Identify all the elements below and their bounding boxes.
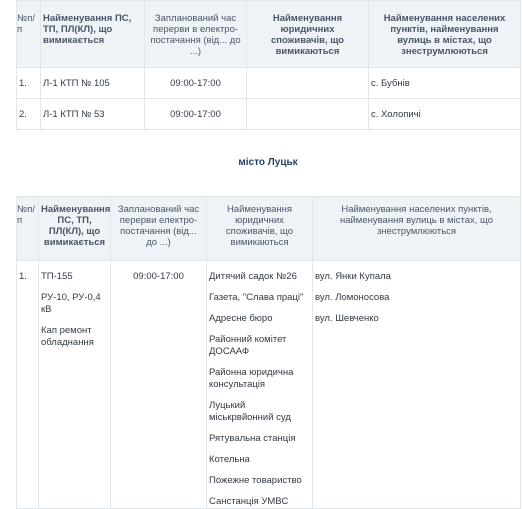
consumer-item: Котельна <box>209 454 250 465</box>
row-object: Л-1 КТП № 105 <box>41 68 145 99</box>
row-time: 09:00-17:00 <box>145 99 247 130</box>
row-consumers <box>247 99 369 130</box>
table-row <box>17 261 521 509</box>
section-title-text: місто Луцьк <box>238 157 298 168</box>
consumer-item: Санстанція УМВС <box>209 496 289 507</box>
section-title <box>16 130 520 196</box>
consumer-item: Адресне бюро <box>209 313 273 324</box>
row-places: с. Бубнів <box>369 68 521 99</box>
object-item: РУ-10, РУ-0,4 кВ <box>41 292 101 315</box>
consumer-item: Районний комітет ДОСААФ <box>209 334 287 357</box>
street-item: вул. Янки Купала <box>315 271 391 282</box>
street-item: вул. Шевченко <box>315 313 379 324</box>
header-number: №п/п <box>17 1 41 68</box>
table-row <box>17 99 521 130</box>
consumer-item: Луцький міськрвйонний суд <box>209 400 291 423</box>
header-time: Запланований час перерви електро-постачання (від... до ...) <box>111 197 207 261</box>
table-row <box>17 68 521 99</box>
row-consumers <box>207 261 313 509</box>
consumer-item: Рятувальна станція <box>209 433 296 444</box>
object-item: ТП-155 <box>41 271 73 282</box>
outage-table-lutsk <box>16 196 521 509</box>
object-item: Кап ремонт обладнання <box>41 325 94 348</box>
row-number: 1. <box>17 261 39 509</box>
row-number: 2. <box>17 99 41 130</box>
header-consumers: Найменування юридичних споживачів, що вимикаються <box>247 1 369 68</box>
row-time: 09:00-17:00 <box>111 261 207 509</box>
row-number: 1. <box>17 68 41 99</box>
header-places: Найменування населених пунктів, найменування вулиць в містах, що знеструмлюються <box>369 1 521 68</box>
row-consumers <box>247 68 369 99</box>
consumer-item: Газета, "Слава праці" <box>209 292 304 303</box>
table-header-row <box>17 197 521 261</box>
header-consumers: Найменування юридичних споживачів, що вимикаються <box>207 197 313 261</box>
row-places: с. Холопичі <box>369 99 521 130</box>
row-time: 09:00-17:00 <box>145 68 247 99</box>
header-object: Найменування ПС, ТП, ПЛ(КЛ), що вимикається <box>41 1 145 68</box>
table-header-row <box>17 1 521 68</box>
consumer-item: Дитячий садок №26 <box>209 271 297 282</box>
consumer-item: Районна юридична консультація <box>209 367 294 390</box>
row-streets <box>313 261 521 509</box>
row-object: Л-1 КТП № 53 <box>41 99 145 130</box>
outage-schedule <box>16 0 521 507</box>
consumer-item: Пожежне товариство <box>209 475 302 486</box>
header-time: Запланований час перерви в електро-постачання (від... до ...) <box>145 1 247 68</box>
header-object: Найменування ПС, ТП, ПЛ(КЛ), що вимикається <box>39 197 111 261</box>
header-places: Найменування населених пунктів, найменування вулиць в містах, що знеструмлюються <box>313 197 521 261</box>
row-objects <box>39 261 111 509</box>
header-number: №п/п <box>17 197 39 261</box>
street-item: вул. Ломоносова <box>315 292 390 303</box>
outage-table-villages <box>16 0 521 130</box>
